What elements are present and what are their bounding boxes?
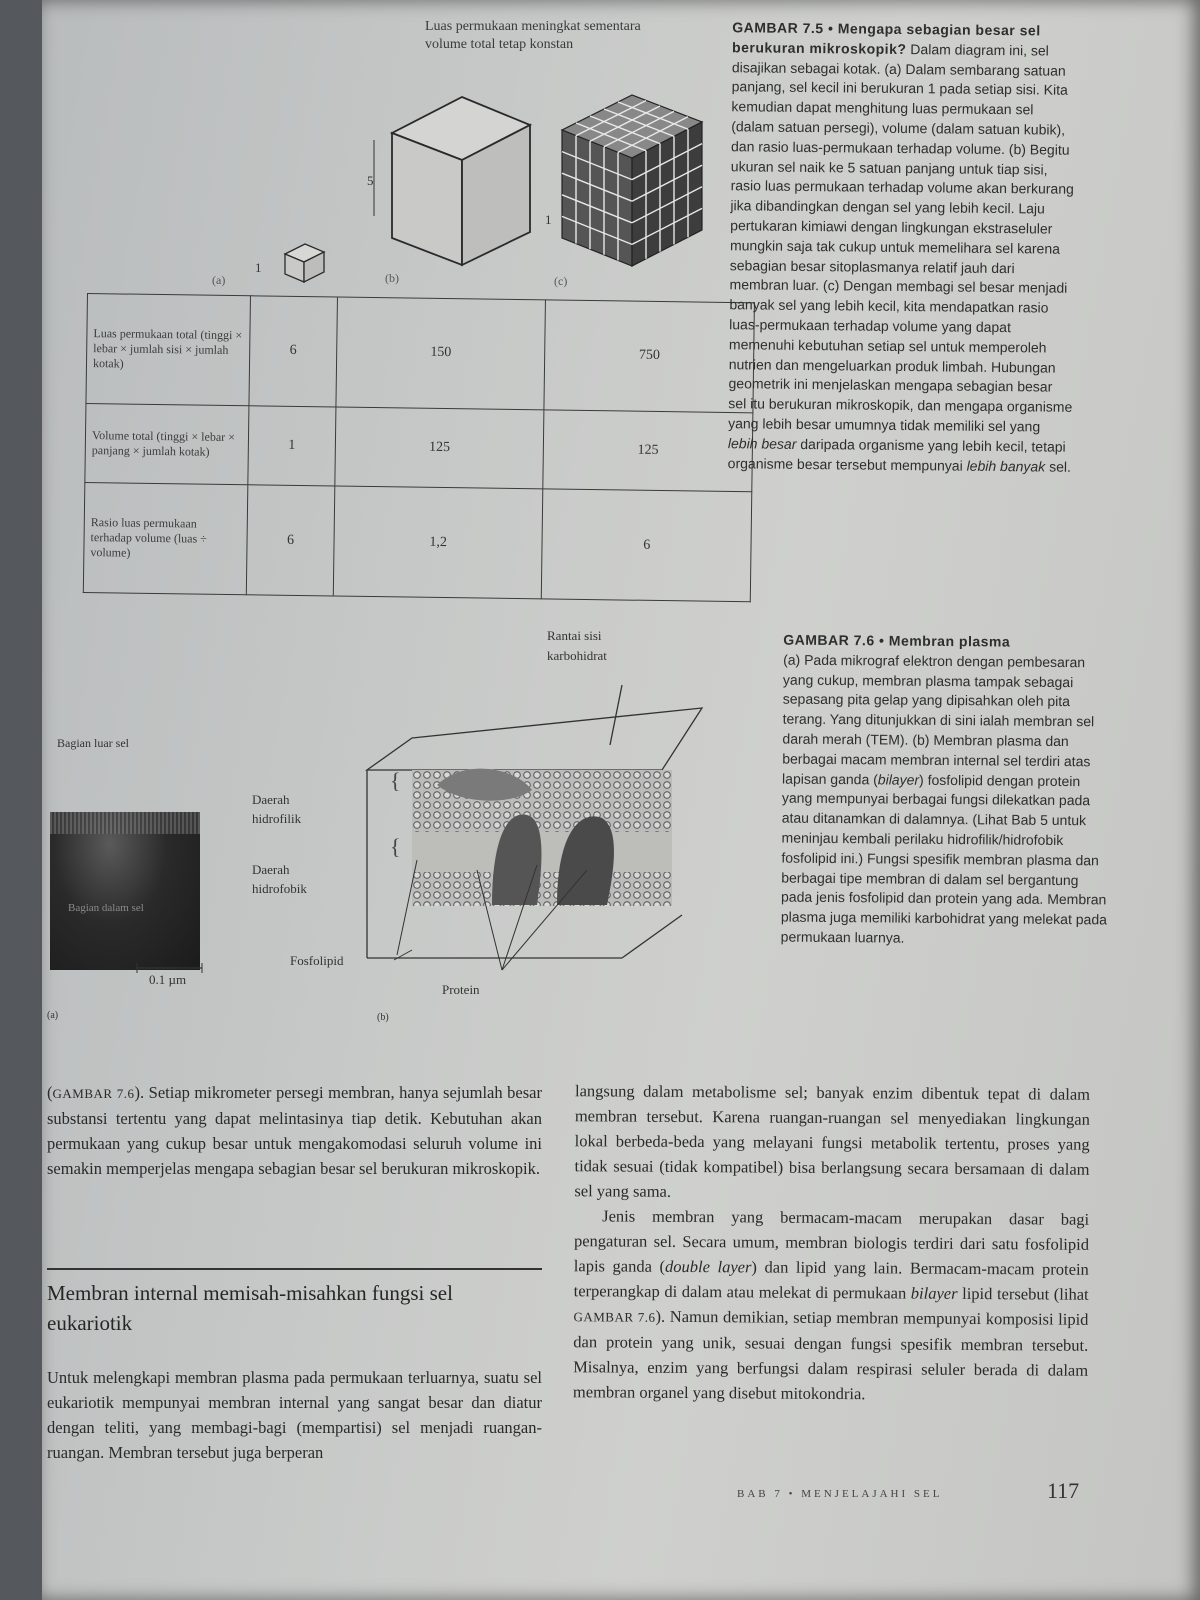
- surface-volume-table: [83, 293, 755, 602]
- panel-a-label: (a): [212, 273, 226, 287]
- small-cube: [285, 244, 324, 282]
- large-cube: [392, 97, 530, 265]
- row-header: Luas permukaan total (tinggi × lebar × jumlah sisi × jumlah kotak): [86, 294, 251, 406]
- book-page: [42, 0, 1200, 1600]
- svg-text:{: {: [390, 834, 401, 859]
- hydrophobic-label: Daerah hidrofobik: [252, 862, 307, 896]
- subdivided-cube: [562, 95, 702, 266]
- dim-1-label-c: 1: [545, 212, 552, 227]
- figure-7-6-title: GAMBAR 7.6 • Membran plasma: [783, 631, 1011, 650]
- figure-7-5-title: GAMBAR 7.5 • Mengapa sebagian besar sel berukuran mikroskopik?: [732, 19, 1041, 57]
- table-cell: 6: [542, 489, 752, 602]
- table-cell: 750: [544, 300, 754, 413]
- section-rule: [47, 1268, 542, 1270]
- outer-cell-label: Bagian luar sel: [57, 736, 129, 750]
- fig6-panel-b: (b): [377, 1012, 389, 1023]
- hydrophilic-label: Daerah hidrofilik: [252, 792, 302, 826]
- right-column: [573, 1078, 1090, 1408]
- left-paragraph: (GAMBAR 7.6). Setiap mikrometer persegi membran, hanya sejumlah besar substansi tertentu yang dapat melintasinya tiap detik. Kebutuhan akan permukaan yang cukup besar untuk mengakomodasi seluruh volume ini semakin memperjelas mengapa sebagian besar sel berukuran mikroskopik.: [47, 1083, 542, 1178]
- table-cell: 1: [248, 406, 336, 487]
- phospholipid-label: Fosfolipid: [290, 953, 344, 968]
- dim-5-label: 5: [367, 173, 374, 188]
- table-cell: 1,2: [333, 486, 543, 599]
- table-cell: 6: [246, 485, 334, 596]
- row-header: Rasio luas permukaan terhadap volume (luas ÷ volume): [83, 483, 248, 595]
- table-row: [85, 403, 753, 492]
- figure-7-5-top-caption: Luas permukaan meningkat sementara volume total tetap konstan: [425, 19, 641, 52]
- row-header: Volume total (tinggi × lebar × panjang × jumlah kotak): [85, 403, 249, 485]
- svg-text:{: {: [390, 768, 401, 793]
- table-cell: 6: [249, 296, 337, 407]
- left-column: [47, 1080, 542, 1181]
- panel-b-label: (b): [385, 271, 399, 285]
- table-cell: 125: [543, 410, 753, 492]
- running-head: BAB 7 • MENJELAJAHI SEL: [737, 1488, 943, 1500]
- membrane-diagram: [192, 640, 712, 1020]
- table-cell: 125: [335, 407, 545, 489]
- right-paragraph-2: Jenis membran yang bermacam-macam merupakan dasar bagi pengaturan sel. Secara umum, membran biologis terdiri dari satu fosfolipid lapis ganda (double layer) dan lipid yang lain. Bermacam-macam protein terperangkap di dalam atau melekat di permukaan bilayer lipid tersebut (lihat GAMBAR 7.6). Namun demikian, setiap membran mempunyai komposisi lipid dan protein yang unik, sesuai dengan fungsi spesifik membran tersebut. Misalnya, enzim yang berfungsi dalam respirasi seluler berada di dalam membran organel yang disebut mitokondria.: [572, 1206, 1090, 1404]
- figure-7-5-caption: GAMBAR 7.5 • Mengapa sebagian besar sel berukuran mikroskopik? Dalam diagram ini, sel disajikan sebagai kotak. (a) Dalam sembarang satuan panjang, sel kecil ini berukuran 1 pada setiap sisi. Kita kemudian dapat menghitung luas permukaan sel (dalam satuan persegi), volume (dalam satuan kubik), dan rasio luas-permukaan terhadap volume. (b) Begitu ukuran sel naik ke 5 satuan panjang untuk tiap sisi, rasio luas permukaan terhadap volume akan berkurang jika dibandingkan dengan sel yang lebih kecil. Laju pertukaran kimiawi dengan lingkungan ekstraseluler mungkin saja tak cukup untuk memelihara sel karena sebagian besar sitoplasmanya relatif jauh dari membran luar. (c) Dengan membagi sel besar menjadi banyak sel yang lebih kecil, kita mendapatkan rasio luas-permukaan terhadap volume yang dapat memenuhi kebutuhan setiap sel untuk memperoleh nutrien dan mengeluarkan produk limbah. Hubungan geometrik ini menjelaskan mengapa sebagian besar sel itu berukuran mikroskopik, dan mengapa organisme yang lebih besar umumnya tidak memiliki sel yang lebih besar daripada organisme yang lebih kecil, tetapi organisme besar tersebut mempunyai lebih banyak sel.: [727, 19, 1074, 475]
- panel-c-label: (c): [554, 274, 568, 288]
- scale-label: 0.1 µm: [149, 972, 187, 987]
- cube-diagram: [42, 0, 762, 290]
- section-heading: Membran internal memisah-misahkan fungsi sel eukariotik: [47, 1281, 453, 1335]
- protein-label: Protein: [442, 982, 480, 997]
- table-row: [86, 294, 754, 413]
- section-body: Untuk melengkapi membran plasma pada permukaan terluarnya, suatu sel eukariotik mempunyai membran internal yang sangat besar dan diatur dengan teliti, yang membagi-bagi (mempartisi) sel menjadi ruangan-ruangan. Membran tersebut juga berperan: [47, 1367, 542, 1462]
- inner-cell-label: Bagian dalam sel: [68, 902, 144, 914]
- tem-micrograph: [50, 812, 200, 970]
- figure-reference: GAMBAR 7.6: [52, 1086, 135, 1101]
- dim-1-label-a: 1: [255, 260, 262, 275]
- carbohydrate-label: Rantai sisi karbohidrat: [547, 628, 607, 663]
- fig6-panel-a: (a): [47, 1010, 59, 1021]
- table-row: [83, 483, 751, 602]
- figure-7-6-caption: GAMBAR 7.6 • Membran plasma (a) Pada mikrograf elektron dengan pembesaran yang cukup, membran plasma tampak sebagai sepasang pita gelap yang dipisahkan oleh pita terang. Yang ditunjukkan di sini ialah membran sel darah merah (TEM). (b) Membran plasma dan berbagai macam membran internal sel terdiri atas lapisan ganda (bilayer) fosfolipid dengan protein yang mempunyai berbagai fungsi dilekatkan pada atau ditanamkan di dalamnya. (Lihat Bab 5 untuk meninjau kembali perilaku hidrofilik/hidrofobik fosfolipid ini.) Fungsi spesifik membran plasma dan berbagai tipe membran di dalam sel bergantung pada jenis fosfolipid dan protein yang ada. Membran plasma juga memiliki karbohidrat yang melekat pada permukaan luarnya.: [781, 631, 1114, 951]
- table-cell: 150: [336, 297, 546, 410]
- figure-reference: GAMBAR 7.6: [573, 1309, 656, 1325]
- right-paragraph-1: langsung dalam metabolisme sel; banyak enzim dibentuk tepat di dalam membran tersebut. Karena ruangan-ruangan sel menyediakan lingkungan lokal berbeda-beda yang melayani fungsi metabolik tertentu, proses yang tidak sesuai (tidak kompatibel) bisa berlangsung secara bersamaan di dalam sel yang sama.: [574, 1081, 1091, 1201]
- page-number: 117: [1047, 1478, 1080, 1503]
